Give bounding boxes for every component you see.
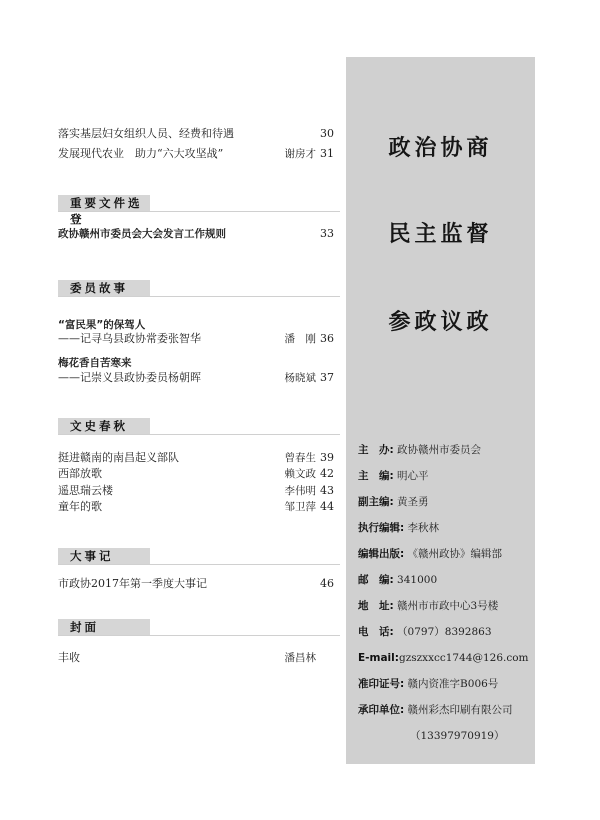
entry-author: 李伟明	[284, 485, 316, 497]
entry-page: 39	[320, 451, 334, 464]
masthead-line	[358, 651, 533, 665]
toc-entry[interactable]	[58, 127, 334, 141]
masthead-label: 地 址:	[358, 600, 394, 612]
masthead-line	[358, 469, 533, 483]
masthead-value: 明心平	[397, 470, 429, 482]
section-divider	[58, 296, 340, 297]
toc-entry[interactable]	[58, 332, 334, 346]
masthead-value[interactable]: gzszxxcc1744@126.com	[398, 652, 529, 664]
entry-title: 丰收	[58, 651, 80, 664]
masthead-line	[358, 573, 533, 587]
entry-page: 36	[320, 332, 334, 345]
toc-entry[interactable]	[58, 227, 334, 241]
entry-author: 潘 刚	[284, 333, 316, 345]
masthead-line	[358, 547, 533, 561]
masthead-label: E-mail:	[358, 652, 399, 664]
section-divider	[58, 434, 340, 435]
masthead-value: 《赣州政协》编辑部	[407, 548, 503, 560]
toc-entry[interactable]	[58, 577, 334, 591]
entry-page: 44	[320, 500, 334, 513]
entry-page: 30	[320, 127, 334, 140]
masthead-line	[358, 521, 533, 535]
toc-entry[interactable]	[58, 467, 334, 481]
masthead-line	[358, 495, 533, 509]
masthead-label: 承印单位:	[358, 704, 405, 716]
section-heading: 文史春秋	[58, 418, 150, 434]
entry-title: 挺进赣南的南昌起义部队	[58, 451, 179, 464]
slogan-democratic-supervision: 民主监督	[388, 221, 493, 247]
entry-title: 西部放歌	[58, 467, 102, 480]
entry-subtitle: ——记寻乌县政协常委张智华	[58, 332, 201, 345]
section-heading: 委员故事	[58, 280, 150, 296]
masthead-line	[358, 625, 533, 639]
masthead-label: 执行编辑:	[358, 522, 405, 534]
masthead-value: 政协赣州市委员会	[397, 444, 482, 456]
entry-title: 政协赣州市委员会大会发言工作规则	[58, 228, 226, 240]
toc-entry-title[interactable]	[58, 318, 334, 332]
masthead-value: 赣州市市政中心3号楼	[397, 600, 499, 612]
section-heading: 封面	[58, 619, 150, 635]
entry-page: 31	[320, 147, 334, 160]
toc-entry[interactable]	[58, 651, 334, 665]
slogan-participation: 参政议政	[388, 309, 493, 335]
entry-title: 梅花香自苦寒来	[58, 357, 132, 369]
masthead-line	[358, 599, 533, 613]
masthead-line	[358, 443, 533, 457]
masthead-line	[410, 729, 585, 743]
masthead-value: （13397970919）	[410, 730, 505, 742]
entry-page: 33	[320, 227, 334, 240]
entry-title: 童年的歌	[58, 500, 102, 513]
entry-author: 谢房才	[284, 148, 316, 160]
entry-title: 落实基层妇女组织人员、经费和待遇	[58, 127, 234, 140]
entry-title: 发展现代农业 助力“六大攻坚战”	[58, 147, 224, 160]
entry-page: 43	[320, 484, 334, 497]
masthead-panel	[346, 57, 535, 764]
masthead-value: 赣内资准字B006号	[407, 678, 499, 690]
section-heading: 大事记	[58, 548, 150, 564]
toc-entry[interactable]	[58, 451, 334, 465]
masthead-label: 邮 编:	[358, 574, 394, 586]
entry-author: 杨晓斌	[284, 372, 316, 384]
entry-title: “富民果”的保驾人	[58, 319, 146, 331]
section-divider	[58, 211, 340, 212]
entry-subtitle: ——记崇义县政协委员杨朝晖	[58, 371, 201, 384]
toc-entry-title[interactable]	[58, 356, 334, 370]
masthead-label: 副主编:	[358, 496, 394, 508]
toc-entry[interactable]	[58, 500, 334, 514]
section-divider	[58, 635, 340, 636]
entry-author: 邹卫萍	[284, 501, 316, 513]
masthead-label: 编辑出版:	[358, 548, 405, 560]
masthead-value: 李秋林	[407, 522, 440, 534]
masthead-line	[358, 677, 533, 691]
masthead-line	[358, 703, 533, 717]
section-divider	[58, 564, 340, 565]
masthead-value: 341000	[397, 574, 438, 586]
masthead-label: 准印证号:	[358, 678, 405, 690]
entry-page: 46	[320, 577, 334, 590]
masthead-value: （0797）8392863	[397, 626, 492, 638]
entry-author: 潘昌林	[284, 652, 316, 664]
masthead-label: 主 编:	[358, 470, 394, 482]
entry-author: 曾春生	[284, 452, 316, 464]
toc-entry[interactable]	[58, 371, 334, 385]
masthead-label: 电 话:	[358, 626, 394, 638]
toc-entry[interactable]	[58, 147, 334, 161]
masthead-label: 主 办:	[358, 444, 394, 456]
toc-entry[interactable]	[58, 484, 334, 498]
slogan-political-consultation: 政治协商	[388, 135, 493, 161]
entry-title: 市政协2017年第一季度大事记	[58, 577, 207, 590]
masthead-value: 赣州彩杰印刷有限公司	[407, 704, 513, 716]
entry-title: 遥思瑞云楼	[58, 484, 113, 497]
entry-page: 37	[320, 371, 334, 384]
entry-page: 42	[320, 467, 334, 480]
entry-author: 赖文政	[284, 468, 316, 480]
section-heading: 重要文件选登	[58, 195, 150, 211]
masthead-value: 黄圣勇	[397, 496, 429, 508]
